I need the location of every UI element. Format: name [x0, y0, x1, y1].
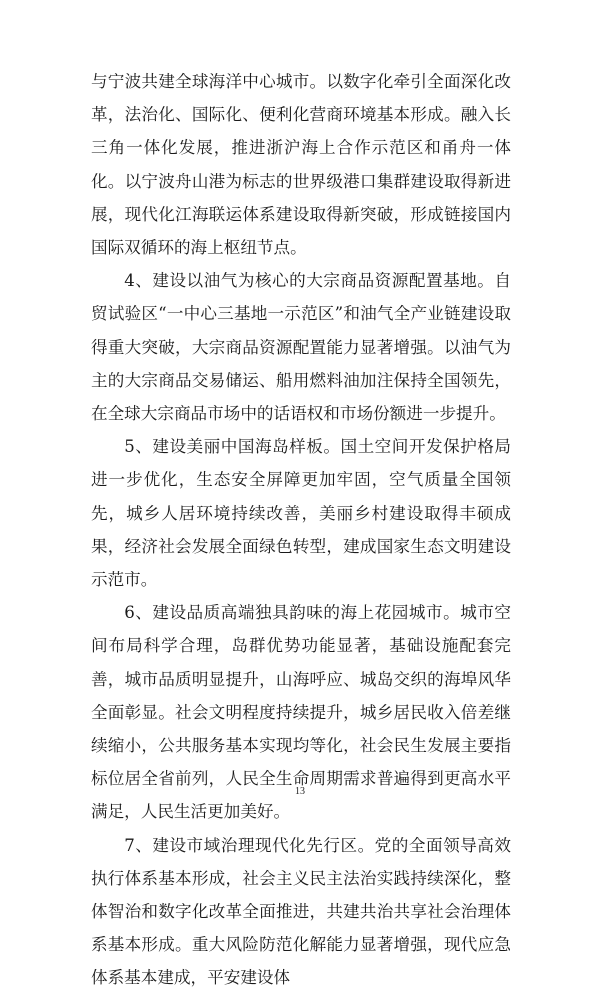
paragraph-continuation: 与宁波共建全球海洋中心城市。以数字化牵引全面深化改革，法治化、国际化、便利化营商环境基本形成。融入长三角一体化发展，推进浙沪海上合作示范区和甬舟一体化。以宁波舟山港为标志的世界级港口集群建设取得新进展，现代化江海联运体系建设取得新突破，形成链接国内国际双循环的海上枢纽节点。	[91, 72, 511, 258]
paragraph-item-5: 5、建设美丽中国海岛样板。国土空间开发保护格局进一步优化，生态安全屏障更加牢固，空气质量全国领先，城乡人居环境持续改善，美丽乡村建设取得丰硕成果，经济社会发展全面绿色转型，建成国家生态文明建设示范市。	[91, 437, 511, 590]
body-text	[91, 65, 511, 995]
paragraph-item-7: 7、建设市域治理现代化先行区。党的全面领导高效执行体系基本形成，社会主义民主法治实践持续深化，整体智治和数字化改革全面推进，共建共治共享社会治理体系基本形成。重大风险防范化解能力显著增强，现代应急体系基本建成，平安建设体	[91, 835, 511, 988]
page-number: 13	[295, 786, 305, 797]
paragraph-item-4: 4、建设以油气为核心的大宗商品资源配置基地。自贸试验区“一中心三基地一示范区”和油气全产业链建设取得重大突破，大宗商品资源配置能力显著增强。以油气为主的大宗商品交易储运、船用燃料油加注保持全国领先，在全球大宗商品市场中的话语权和市场份额进一步提升。	[91, 271, 511, 424]
paragraph-item-6: 6、建设品质高端独具韵味的海上花园城市。城市空间布局科学合理，岛群优势功能显著，基础设施配套完善，城市品质明显提升，山海呼应、城岛交织的海埠风华全面彰显。社会文明程度持续提升，城乡居民收入倍差继续缩小，公共服务基本实现均等化，社会民生发展主要指标位居全省前列，人民全生命周期需求普遍得到更高水平满足，人民生活更加美好。	[91, 603, 511, 822]
